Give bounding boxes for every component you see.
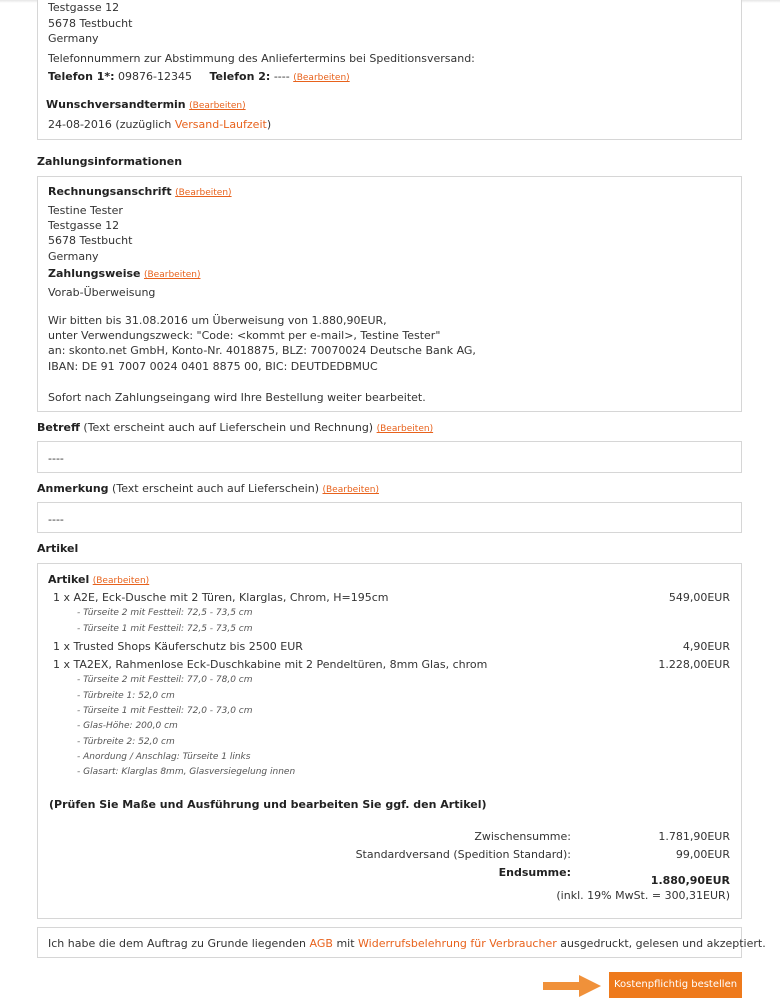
edit-betreff-link[interactable]: (Bearbeiten) [376, 424, 434, 434]
delivery-date-row [48, 117, 271, 132]
delivery-date-heading-row [46, 97, 246, 114]
betreff-note: (Text erscheint auch auf Lieferschein und Rechnung) [83, 421, 374, 434]
terms-mid: mit [336, 937, 355, 950]
arrow-right-icon [541, 974, 603, 998]
articles-check-note: (Prüfen Sie Maße und Ausführung und bearbeiten Sie ggf. den Artikel) [49, 798, 487, 811]
article-price: 1.228,00EUR [658, 658, 730, 671]
billing-city: 5678 Testbucht [48, 234, 133, 247]
article-option: - Türseite 2 mit Festteil: 72,5 - 73,5 cm [77, 608, 253, 618]
billing-heading: Rechnungsanschrift [48, 185, 172, 198]
terms-text-before: Ich habe die dem Auftrag zu Grunde liegenden [48, 937, 307, 950]
edit-anmerkung-link[interactable]: (Bearbeiten) [322, 485, 379, 495]
shipping-cost-label: Standardversand (Spedition Standard): [355, 848, 571, 861]
shipping-duration-link[interactable]: Versand-Laufzeit [174, 118, 267, 131]
shipping-cost-value: 99,00EUR [675, 848, 730, 861]
submit-order-button[interactable]: Kostenpflichtig bestellen [609, 972, 742, 998]
payment-instruction-line: an: skonto.net GmbH, Konto-Nr. 4018875, BLZ: 70070024 Deutsche Bank AG, [48, 344, 476, 357]
article-title: 1 x Trusted Shops Käuferschutz bis 2500 EUR [53, 640, 303, 653]
total-label: Endsumme: [498, 866, 571, 879]
anmerkung-box [37, 502, 742, 533]
vat-note: (inkl. 19% MwSt. = 300,31EUR) [556, 889, 730, 902]
betreff-value: ---- [48, 452, 64, 465]
articles-heading-row [48, 572, 149, 589]
article-option: - Türseite 2 mit Festteil: 77,0 - 78,0 cm [77, 675, 253, 685]
delivery-date-close: ) [266, 118, 272, 131]
articles-box [37, 563, 742, 919]
billing-street: Testgasse 12 [48, 219, 120, 232]
betreff-heading: Betreff [37, 421, 80, 434]
shipping-country: Germany [48, 32, 99, 45]
terms-text [48, 936, 766, 951]
article-option: - Anordung / Anschlag: Türseite 1 links [77, 752, 251, 762]
article-title: 1 x A2E, Eck-Dusche mit 2 Türen, Klarglas, Chrom, H=195cm [53, 591, 389, 604]
phone2-label: Telefon 2: [209, 70, 271, 83]
payment-method-value: Vorab-Überweisung [48, 286, 156, 299]
article-option: - Glas-Höhe: 200,0 cm [77, 721, 178, 731]
articles-heading: Artikel [48, 573, 90, 586]
subtotal-label: Zwischensumme: [474, 830, 571, 843]
shipping-address-box [37, 0, 742, 140]
payment-box [37, 176, 742, 412]
article-price: 549,00EUR [668, 591, 730, 604]
delivery-date-value: 24-08-2016 (zuzüglich [48, 118, 172, 131]
edit-articles-link[interactable]: (Bearbeiten) [92, 576, 150, 586]
anmerkung-heading-row [37, 481, 379, 498]
payment-method-heading: Zahlungsweise [48, 267, 141, 280]
payment-section-title: Zahlungsinformationen [37, 155, 183, 168]
phone1-label: Telefon 1*: [48, 70, 115, 83]
shipping-city: 5678 Testbucht [48, 17, 133, 30]
anmerkung-note: (Text erscheint auch auf Lieferschein) [112, 482, 319, 495]
betreff-heading-row [37, 420, 433, 437]
subtotal-value: 1.781,90EUR [658, 830, 730, 843]
phone2-value: ---- [273, 70, 290, 83]
terms-text-after: ausgedruckt, gelesen und akzeptiert. [560, 937, 766, 950]
terms-box [37, 927, 766, 958]
article-option: - Türseite 1 mit Festteil: 72,5 - 73,5 cm [77, 624, 253, 634]
agb-link[interactable]: AGB [309, 937, 333, 950]
edit-payment-method-link[interactable]: (Bearbeiten) [144, 270, 201, 280]
withdrawal-policy-link[interactable]: Widerrufsbelehrung für Verbraucher [358, 937, 557, 950]
billing-country: Germany [48, 250, 99, 263]
billing-heading-row [48, 184, 232, 201]
article-option: - Glasart: Klarglas 8mm, Glasversiegelung innen [77, 767, 296, 777]
billing-name: Testine Tester [48, 204, 123, 217]
phone-row [48, 69, 350, 86]
payment-instruction-line: Wir bitten bis 31.08.2016 um Überweisung von 1.880,90EUR, [48, 314, 387, 327]
payment-followup: Sofort nach Zahlungseingang wird Ihre Bestellung weiter bearbeitet. [48, 391, 426, 404]
article-option: - Türbreite 1: 52,0 cm [77, 691, 175, 701]
article-option: - Türbreite 2: 52,0 cm [77, 737, 175, 747]
betreff-box [37, 441, 742, 473]
anmerkung-heading: Anmerkung [37, 482, 109, 495]
edit-delivery-date-link[interactable]: (Bearbeiten) [189, 101, 246, 111]
phone1-value: 09876-12345 [118, 70, 193, 83]
articles-section-title: Artikel [37, 542, 79, 555]
total-value: 1.880,90EUR [650, 874, 730, 887]
article-option: - Türseite 1 mit Festteil: 72,0 - 73,0 cm [77, 706, 253, 716]
payment-instruction-line: IBAN: DE 91 7007 0024 0401 8875 00, BIC: DEUTDEDBMUC [48, 360, 378, 373]
delivery-date-heading: Wunschversandtermin [46, 98, 186, 111]
anmerkung-value: ---- [48, 513, 64, 526]
edit-billing-link[interactable]: (Bearbeiten) [175, 188, 232, 198]
phone-intro: Telefonnummern zur Abstimmung des Anliefertermins bei Speditionsversand: [48, 52, 475, 65]
article-price: 4,90EUR [682, 640, 730, 653]
shipping-street: Testgasse 12 [48, 1, 120, 14]
payment-instruction-line: unter Verwendungszweck: "Code: <kommt per e-mail>, Testine Tester" [48, 329, 441, 342]
edit-phone-link[interactable]: (Bearbeiten) [293, 73, 350, 83]
article-title: 1 x TA2EX, Rahmenlose Eck-Duschkabine mit 2 Pendeltüren, 8mm Glas, chrom [53, 658, 488, 671]
payment-method-heading-row [48, 266, 200, 283]
